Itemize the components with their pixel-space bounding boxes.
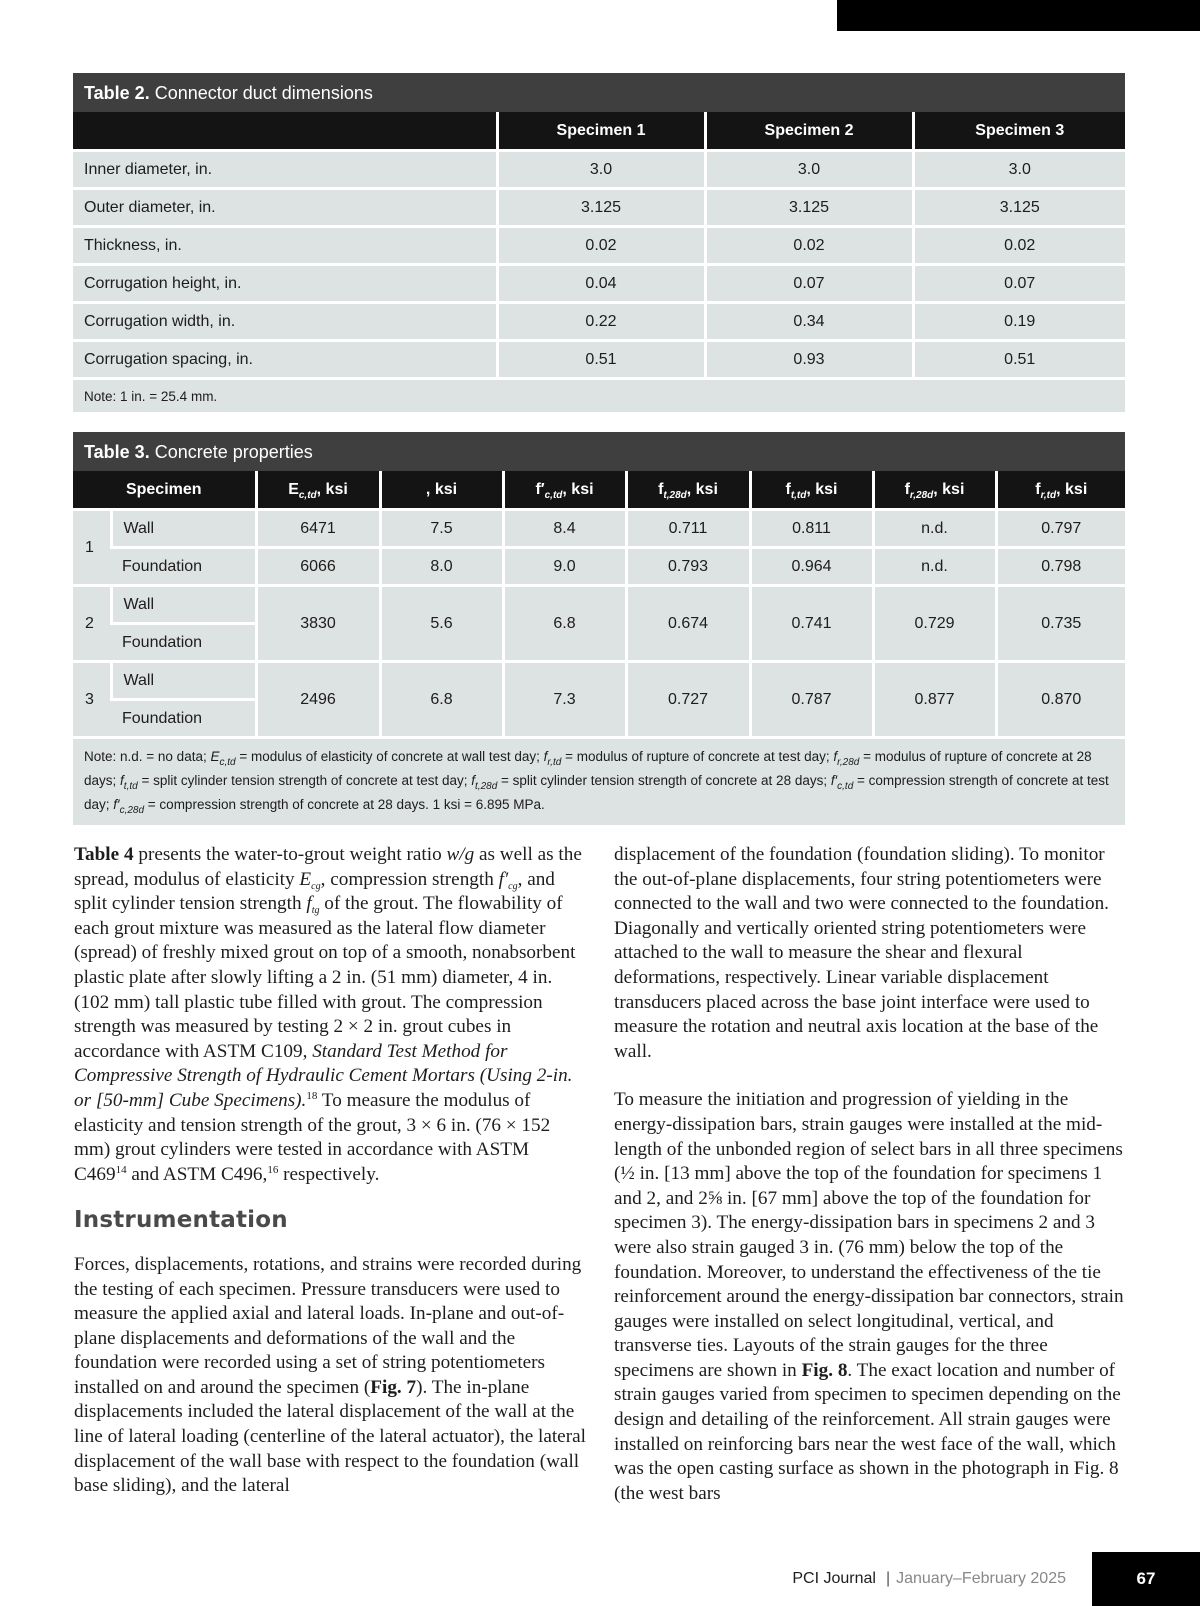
header-symbol: f (785, 480, 791, 498)
table-row (73, 586, 1125, 624)
table-3-header (996, 471, 1125, 510)
table-2-note: Note: 1 in. = 25.4 mm. (73, 379, 1125, 413)
table-3-header-row (73, 471, 1125, 510)
note-text: = compression strength of concrete at 28 days. 1 ksi = 6.895 MPa. (144, 797, 545, 812)
standard-title: Standard Test Method for Compressive Strength of Hydraulic Cement Mortars (Using 2-in. or [50-mm] Cube Specimens). (74, 1040, 573, 1111)
table-cell: 3.125 (705, 189, 913, 227)
footer-separator: | (885, 1570, 891, 1587)
header-unit: , ksi (425, 480, 458, 498)
table-2-caption (73, 73, 1125, 112)
note-symbol: f (833, 749, 838, 764)
figure-reference: Fig. 8 (801, 1359, 848, 1381)
table-row (73, 548, 1125, 586)
table-3 (73, 432, 1125, 825)
table-cell: 9.0 (503, 548, 626, 586)
specimen-number: 1 (73, 510, 111, 586)
paragraph (74, 1253, 586, 1499)
table-3-header (626, 471, 750, 510)
paragraph-text: presents the water-to-grout weight ratio (133, 844, 447, 865)
table-cell: 0.797 (996, 510, 1125, 548)
table-cell: n.d. (873, 548, 996, 586)
header-subscript: c,td (544, 489, 563, 501)
table-cell: 0.07 (913, 265, 1125, 303)
table-cell: 6.8 (503, 586, 626, 662)
note-text: = split cylinder tension strength of concrete at test day; (137, 773, 472, 788)
table-cell: 6066 (256, 548, 380, 586)
note-subscript: r,28d (837, 757, 860, 768)
table-cell: 0.51 (497, 341, 705, 379)
paragraph (74, 843, 586, 1187)
right-column (614, 843, 1127, 1506)
paragraph-text: ). The in-plane displacements included the lateral displacement of the wall at the line of lateral loading (centerline of the lateral actuator), the lateral displacement of the wall base with respect to the foundation (wall base sliding), and the lateral (74, 1376, 586, 1497)
table-note-row (73, 738, 1125, 826)
table-row (73, 510, 1125, 548)
paragraph-text: . The exact location and number of strain gauges varied from specimen to specimen depending on the design and detailing of the reinforcement. All strain gauges were installed on reinforcing bars near the west face of the wall, which was the open casting surface as shown in the photograph in Fig. 8 (the west bars (614, 1359, 1121, 1504)
table-2 (73, 73, 1125, 412)
table-2-header: Specimen 2 (705, 112, 913, 151)
table-2-header: Specimen 1 (497, 112, 705, 151)
paragraph-text: To measure the initiation and progression of yielding in the energy-dissipation bars, strain gauges were installed at the mid-length of the unbonded region of select bars in all three specimens (½ in. [13 mm] above the top of the foundation for specimens 1 and 2, and 2⅝ in. [67 mm] above the top of the foundation for specimen 3). The energy-dissipation bars in specimens 2 and 3 were also strain gauged 3 in. (76 mm) below the top of the foundation. Moreover, to understand the effectiveness of the tie reinforcement around the energy-dissipation bar connectors, strain gauges were installed on select longitudinal, vertical, and transverse ties. Layouts of the strain gauges for the three specimens are shown in (614, 1089, 1124, 1381)
header-subscript: r,28d (909, 489, 934, 501)
specimen-part: Wall (111, 510, 256, 548)
reference-number: 16 (267, 1163, 279, 1176)
table-cell: 0.51 (913, 341, 1125, 379)
note-symbol: f (543, 749, 548, 764)
figure-reference: Fig. 7 (370, 1376, 417, 1398)
table-row (73, 303, 1125, 341)
table-cell: 0.811 (750, 510, 873, 548)
table-cell: 0.798 (996, 548, 1125, 586)
table-cell: 0.877 (873, 662, 996, 738)
table-cell: 7.3 (503, 662, 626, 738)
note-subscript: t,td (123, 781, 138, 792)
table-cell: 7.5 (380, 510, 503, 548)
header-unit: , ksi (686, 480, 718, 498)
specimen-part: Foundation (111, 700, 256, 738)
note-symbol: f (120, 773, 124, 788)
journal-name: PCI Journal (792, 1570, 876, 1587)
table-cell: 3.0 (705, 151, 913, 189)
paragraph-text: of the grout. The flowability of each grout mixture was measured as the lateral flow diameter (spread) of freshly mixed grout on top of a smooth, nonabsorbent plastic plate after slowly lifting a 2 in. (51 mm) diameter, 4 in. (102 mm) tall plastic tube filled with grout. The compression strength was measured by testing 2 × 2 in. grout cubes in accordance with ASTM C109, (74, 893, 576, 1062)
table-note-row (73, 379, 1125, 413)
header-symbol: f (658, 480, 664, 498)
table-cell: 0.729 (873, 586, 996, 662)
table-2-caption-label: Table 2. (84, 83, 150, 103)
table-cell: 3.125 (913, 189, 1125, 227)
specimen-number: 2 (73, 586, 111, 662)
table-cell: 0.02 (705, 227, 913, 265)
header-bar (837, 0, 1200, 31)
note-text: = modulus of rupture of concrete at 28 days; (84, 749, 1092, 788)
page-footer (792, 1552, 1200, 1606)
table-cell: 0.07 (705, 265, 913, 303)
subscript: tg (311, 905, 320, 917)
subscript: cg (311, 880, 321, 892)
table-cell: 0.22 (497, 303, 705, 341)
specimen-number: 3 (73, 662, 111, 738)
table-cell: 5.6 (380, 586, 503, 662)
table-cell: 0.787 (750, 662, 873, 738)
table-3-header (873, 471, 996, 510)
table-cell: 0.93 (705, 341, 913, 379)
table-cell: Corrugation width, in. (73, 303, 497, 341)
note-symbol: f′ (113, 797, 120, 812)
table-2-header-row (73, 112, 1125, 151)
table-cell: 0.674 (626, 586, 750, 662)
table-cell: 0.34 (705, 303, 913, 341)
table-cell: Thickness, in. (73, 227, 497, 265)
table-cell: 0.19 (913, 303, 1125, 341)
table-cell: 0.870 (996, 662, 1125, 738)
symbol: f′ (498, 868, 509, 890)
table-cell: 8.4 (503, 510, 626, 548)
table-2-header: Specimen 3 (913, 112, 1125, 151)
symbol: E (299, 868, 312, 890)
section-heading: Instrumentation (74, 1207, 288, 1234)
note-subscript: t,28d (475, 781, 498, 792)
note-text: Note: n.d. = no data; (84, 749, 211, 764)
table-cell: Corrugation height, in. (73, 265, 497, 303)
table-cell: 0.02 (913, 227, 1125, 265)
symbol: f (306, 893, 312, 915)
table-row (73, 662, 1125, 700)
note-subscript: r,td (547, 757, 562, 768)
header-unit: , ksi (562, 480, 594, 498)
table-row (73, 341, 1125, 379)
table-cell: 0.741 (750, 586, 873, 662)
note-subscript: c,td (837, 781, 854, 792)
page-number: 67 (1092, 1552, 1200, 1606)
table-3-caption (73, 432, 1125, 471)
table-3-caption-label: Table 3. (84, 442, 150, 462)
note-symbol: E (210, 749, 220, 764)
paragraph-text: and ASTM C496, (126, 1163, 268, 1185)
header-subscript: t,28d (663, 489, 687, 501)
table-cell: Inner diameter, in. (73, 151, 497, 189)
table-cell: Outer diameter, in. (73, 189, 497, 227)
paragraph: displacement of the foundation (foundation sliding). To monitor the out-of-plane displacements, four string potentiometers were connected to the wall and two were connected to the foundation. Diagonally and vertically oriented string potentiometers were attached to the wall to measure the shear and flexural deformations, respectively. Linear variable displacement transducers placed across the base joint interface were used to measure the rotation and neutral axis location at the base of the wall. (614, 844, 1109, 1062)
table-3-header (380, 471, 503, 510)
table-cell: 3.0 (497, 151, 705, 189)
table-cell: 0.735 (996, 586, 1125, 662)
reference-number: 18 (306, 1089, 318, 1102)
header-unit: , ksi (933, 480, 965, 498)
paragraph-text: , compression strength (320, 868, 499, 890)
table-cell: 3.0 (913, 151, 1125, 189)
table-cell: 0.02 (497, 227, 705, 265)
note-symbol: f (471, 773, 476, 788)
specimen-part: Wall (111, 586, 256, 624)
table-3-header-specimen: Specimen (73, 471, 256, 510)
note-subscript: c,28d (119, 805, 145, 816)
paragraph-text: , and split cylinder tension strength (74, 868, 555, 915)
header-symbol: f (1035, 480, 1041, 498)
header-symbol: f′ (535, 480, 545, 498)
header-unit: , ksi (1056, 480, 1088, 498)
table-2-header (73, 112, 497, 151)
note-subscript: c,td (219, 757, 236, 768)
table-cell: 3.125 (497, 189, 705, 227)
table-cell: 0.04 (497, 265, 705, 303)
paragraph-gap (614, 1064, 1127, 1088)
table-cell: 0.793 (626, 548, 750, 586)
table-cell: 8.0 (380, 548, 503, 586)
subscript: cg (508, 880, 518, 892)
paragraph-text: To measure the modulus of elasticity and tension strength of the grout, 3 × 6 in. (76 × 152 mm) grout cylinders were tested in accordance with ASTM C469 (74, 1089, 551, 1185)
table-row (73, 227, 1125, 265)
table-3-note (73, 738, 1125, 826)
table-row (73, 189, 1125, 227)
note-text: = modulus of elasticity of concrete at wall test day; (235, 749, 544, 764)
table-reference: Table 4 (74, 844, 134, 865)
table-cell: 6471 (256, 510, 380, 548)
table-3-header (256, 471, 380, 510)
paragraph-text: respectively. (278, 1163, 380, 1185)
table-3-caption-title: Concrete properties (154, 442, 313, 462)
table-cell: 0.711 (626, 510, 750, 548)
note-text: = modulus of rupture of concrete at test day; (561, 749, 834, 764)
table-cell: 2496 (256, 662, 380, 738)
symbol: w/g (446, 844, 475, 865)
note-symbol: f′ (830, 773, 838, 788)
header-subscript: r,td (1040, 489, 1057, 501)
table-cell: 6.8 (380, 662, 503, 738)
header-unit: , ksi (806, 480, 838, 498)
paragraph (614, 1088, 1127, 1506)
table-row (73, 265, 1125, 303)
issue-date: January–February 2025 (896, 1570, 1066, 1587)
note-text: = compression strength of concrete at test day; (84, 773, 1109, 812)
table-cell: 3830 (256, 586, 380, 662)
specimen-part: Foundation (111, 624, 256, 662)
specimen-part: Foundation (111, 548, 256, 586)
table-2-caption-title: Connector duct dimensions (154, 83, 373, 103)
note-text: = split cylinder tension strength of concrete at 28 days; (497, 773, 831, 788)
table-cell: 0.727 (626, 662, 750, 738)
table-row (73, 151, 1125, 189)
table-cell: 0.964 (750, 548, 873, 586)
table-cell: Corrugation spacing, in. (73, 341, 497, 379)
header-subscript: c,td (298, 489, 317, 501)
table-cell: n.d. (873, 510, 996, 548)
table-3-header (503, 471, 626, 510)
header-symbol: f (904, 480, 910, 498)
header-symbol: E (288, 480, 299, 498)
left-column (74, 843, 586, 1499)
paragraph-text: Forces, displacements, rotations, and strains were recorded during the testing of each specimen. Pressure transducers were used to measure the applied axial and lateral loads. In-plane and out-of-plane displacements and deformations of the wall and the foundation were recorded using a set of string potentiometers installed on and around the specimen ( (74, 1253, 582, 1398)
header-subscript: t,td (790, 489, 807, 501)
specimen-part: Wall (111, 662, 256, 700)
table-3-header (750, 471, 873, 510)
header-unit: , ksi (316, 480, 348, 498)
paragraph-text: as well as the spread, modulus of elasticity (74, 844, 582, 890)
reference-number: 14 (115, 1163, 127, 1176)
